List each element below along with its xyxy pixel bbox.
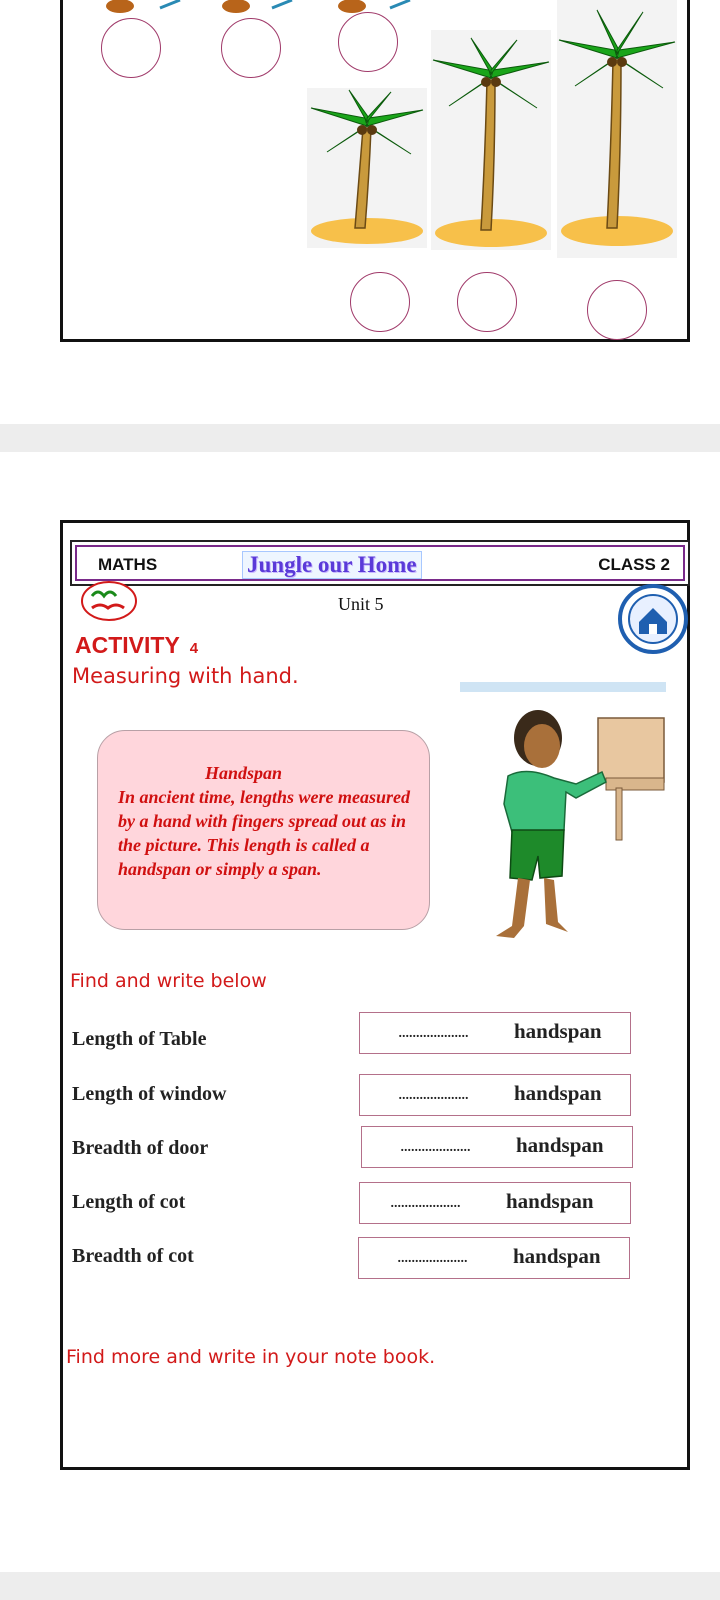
palm-tree-image [431, 30, 551, 250]
palm-tree-image [307, 88, 427, 248]
activity-label: ACTIVITY [75, 632, 180, 658]
row-label: Length of window [72, 1083, 227, 1105]
answer-blank[interactable]: .................... [390, 1191, 460, 1211]
answer-circle[interactable] [587, 280, 647, 340]
worksheet-page-top [0, 0, 720, 424]
unit-word: handspan [513, 1244, 601, 1268]
answer-blank[interactable]: .................... [397, 1246, 467, 1266]
boy-measuring-table-illustration [458, 680, 670, 950]
answer-circle[interactable] [338, 12, 398, 72]
answer-box[interactable] [361, 1126, 633, 1168]
unit-word: handspan [514, 1019, 602, 1043]
unit-word: handspan [516, 1133, 604, 1157]
answer-blank[interactable]: .................... [398, 1021, 468, 1041]
unit-word: handspan [506, 1189, 594, 1213]
subject-label: MATHS [98, 555, 158, 574]
class-label: CLASS 2 [598, 555, 670, 574]
answer-box[interactable] [358, 1237, 630, 1279]
row-label: Breadth of door [72, 1137, 209, 1159]
answer-circle[interactable] [101, 18, 161, 78]
row-label: Breadth of cot [72, 1245, 194, 1267]
info-title: Handspan [204, 763, 283, 783]
school-logo-left [80, 580, 138, 622]
activity-heading [75, 632, 198, 659]
instruction-text: Find and write below [70, 970, 267, 992]
answer-box[interactable] [359, 1182, 631, 1224]
answer-box[interactable] [359, 1012, 631, 1054]
footer-instruction: Find more and write in your note book. [66, 1346, 436, 1368]
worksheet-header [70, 540, 690, 586]
handspan-info-box [97, 730, 430, 930]
page-frame [60, 520, 690, 1470]
school-logo-right [618, 584, 688, 654]
answer-box[interactable] [359, 1074, 631, 1116]
row-label: Length of Table [72, 1028, 207, 1050]
activity-number: 4 [189, 640, 199, 657]
row-label: Length of cot [72, 1191, 186, 1213]
answer-blank[interactable]: .................... [400, 1135, 470, 1155]
answer-blank[interactable]: .................... [398, 1083, 468, 1103]
info-text: In ancient time, lengths were measured by a hand with fingers spread out as in the picture. This length is called a handspan or simply a span. [118, 787, 411, 879]
unit-label: Unit 5 [338, 594, 384, 614]
answer-circle[interactable] [221, 18, 281, 78]
chapter-title: Jungle our Home [242, 551, 422, 579]
palm-tree-image [557, 0, 677, 258]
answer-circle[interactable] [457, 272, 517, 332]
activity-subtitle: Measuring with hand. [72, 664, 299, 688]
answer-circle[interactable] [350, 272, 410, 332]
unit-word: handspan [514, 1081, 602, 1105]
